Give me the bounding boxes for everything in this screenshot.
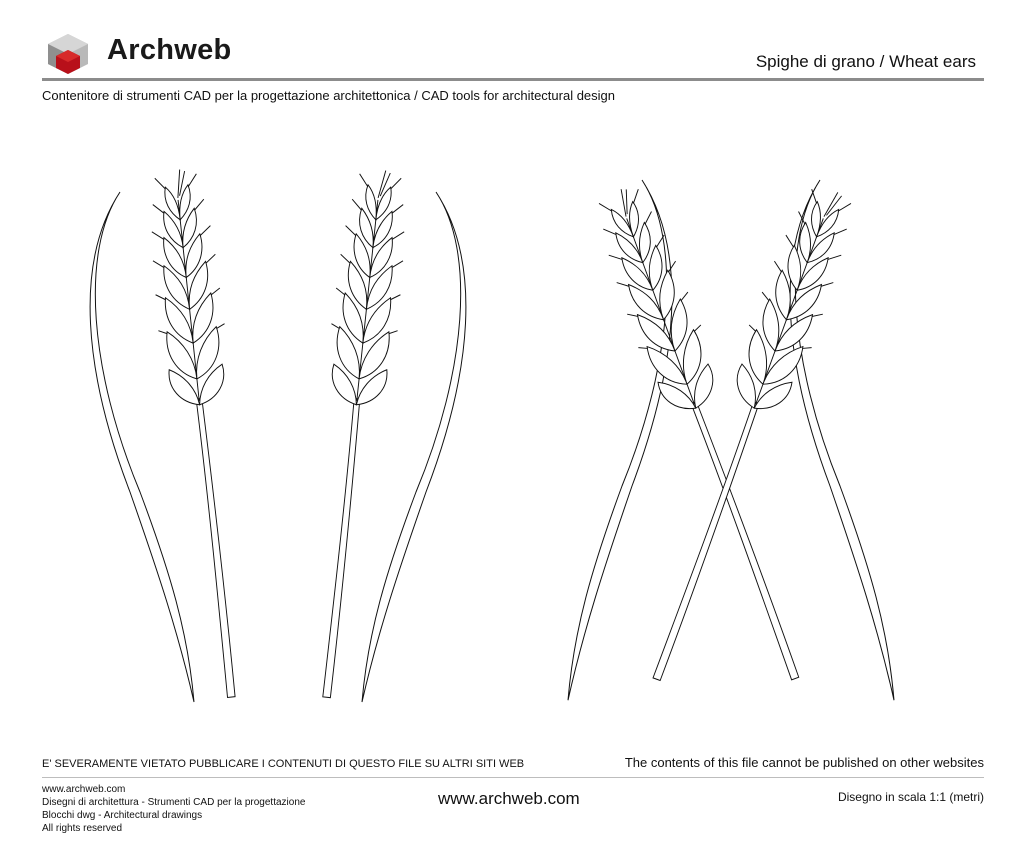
wheat-ear-1 <box>90 167 263 702</box>
notice-english: The contents of this file cannot be published on other websites <box>624 755 984 770</box>
wheat-ears-drawing <box>0 150 1024 710</box>
wheat-ear-4 <box>624 179 894 700</box>
footer-line-rights: All rights reserved <box>42 823 123 834</box>
wheat-ear-2 <box>293 167 466 702</box>
footer-line-website: www.archweb.com <box>42 784 126 795</box>
notice-italian: E' SEVERAMENTE VIETATO PUBBLICARE I CONTENUTI DI QUESTO FILE SU ALTRI SITI WEB <box>42 758 525 770</box>
header-rule <box>42 78 984 81</box>
header-subtitle: Contenitore di strumenti CAD per la progettazione architettonica / CAD tools for architectural design <box>42 88 616 103</box>
archweb-logo <box>44 32 92 76</box>
footer-website-link[interactable]: www.archweb.com <box>438 789 580 808</box>
footer-credits <box>42 783 305 835</box>
footer-scale: Disegno in scala 1:1 (metri) <box>837 790 984 804</box>
wheat-ear-3 <box>568 179 826 700</box>
brand-name: Archweb <box>107 34 232 66</box>
drawing-title: Spighe di grano / Wheat ears <box>755 52 976 71</box>
footer-line-blocks: Blocchi dwg - Architectural drawings <box>42 810 203 821</box>
footer-rule <box>42 777 984 778</box>
footer-line-drawings: Disegni di architettura - Strumenti CAD per la progettazione <box>42 797 306 808</box>
